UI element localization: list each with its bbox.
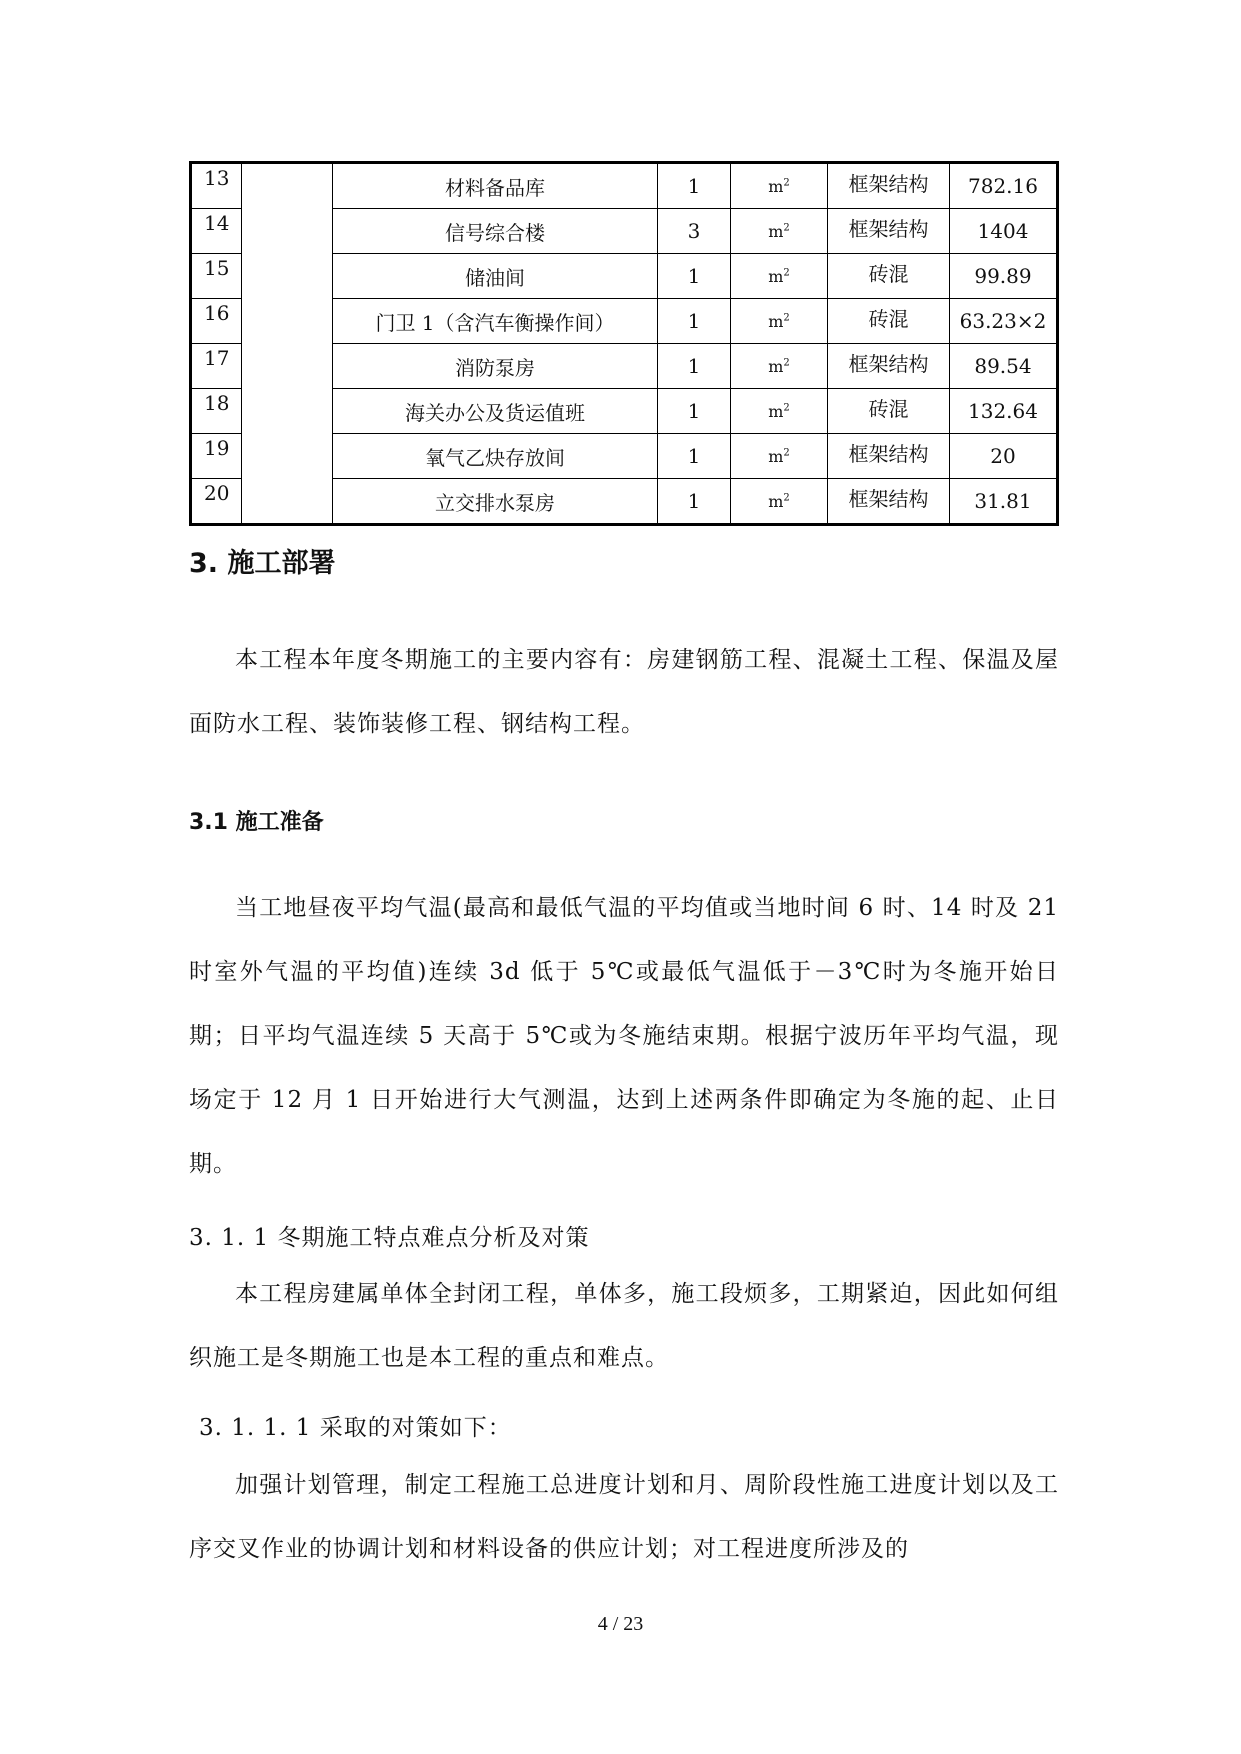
structure-cell: 框架结构 bbox=[828, 479, 950, 525]
structure-cell: 框架结构 bbox=[828, 209, 950, 254]
building-name-cell: 立交排水泵房 bbox=[333, 479, 658, 525]
row-number-cell: 20 bbox=[191, 479, 242, 525]
unit-superscript: 2 bbox=[783, 222, 790, 234]
unit-text: m bbox=[768, 311, 784, 331]
quantity-cell: 1 bbox=[658, 254, 731, 299]
page-number: 4 / 23 bbox=[597, 1613, 644, 1635]
section-3-heading: 3. 施工部署 bbox=[189, 548, 336, 579]
area-cell: 782.16 bbox=[950, 163, 1058, 209]
building-name-cell: 信号综合楼 bbox=[333, 209, 658, 254]
unit-text: m bbox=[768, 401, 784, 421]
unit-cell bbox=[731, 479, 828, 525]
unit-text: m bbox=[768, 176, 784, 196]
unit-text: m bbox=[768, 446, 784, 466]
unit-cell bbox=[731, 209, 828, 254]
row-number-cell: 14 bbox=[191, 209, 242, 254]
area-cell: 31.81 bbox=[950, 479, 1058, 525]
area-cell: 20 bbox=[950, 434, 1058, 479]
quantity-cell: 3 bbox=[658, 209, 731, 254]
quantity-cell: 1 bbox=[658, 299, 731, 344]
area-cell: 63.23×2 bbox=[950, 299, 1058, 344]
table-body bbox=[191, 163, 1058, 525]
section-3-1-1-paragraph: 本工程房建属单体全封闭工程，单体多，施工段烦多，工期紧迫，因此如何组织施工是冬期施工也是本工程的重点和难点。 bbox=[189, 1281, 1059, 1371]
quantity-cell: 1 bbox=[658, 163, 731, 209]
unit-superscript: 2 bbox=[783, 492, 790, 504]
category-cell bbox=[242, 163, 333, 525]
section-3-intro: 本工程本年度冬期施工的主要内容有：房建钢筋工程、混凝土工程、保温及屋面防水工程、装饰装修工程、钢结构工程。 bbox=[189, 647, 1059, 737]
row-number-cell: 19 bbox=[191, 434, 242, 479]
section-3-1-1-heading: 3. 1. 1 冬期施工特点难点分析及对策 bbox=[189, 1225, 590, 1251]
building-name-cell: 海关办公及货运值班 bbox=[333, 389, 658, 434]
building-name-cell: 材料备品库 bbox=[333, 163, 658, 209]
unit-cell bbox=[731, 389, 828, 434]
section-3-1-paragraph: 当工地昼夜平均气温(最高和最低气温的平均值或当地时间 6 时、14 时及 21 时室外气温的平均值)连续 3d 低于 5℃或最低气温低于－3℃时为冬施开始日期；日平均气温连续 5 天高于 5℃或为冬施结束期。根据宁波历年平均气温，现场定于 12 月 1 日开始进行大气测温，达到上述两条件即确定为冬施的起、止日期。 bbox=[189, 895, 1059, 1177]
structure-cell: 框架结构 bbox=[828, 344, 950, 389]
unit-superscript: 2 bbox=[783, 177, 790, 189]
quantity-cell: 1 bbox=[658, 344, 731, 389]
row-number-cell: 13 bbox=[191, 163, 242, 209]
unit-text: m bbox=[768, 266, 784, 286]
unit-text: m bbox=[768, 491, 784, 511]
area-cell: 99.89 bbox=[950, 254, 1058, 299]
area-cell: 89.54 bbox=[950, 344, 1058, 389]
unit-text: m bbox=[768, 356, 784, 376]
unit-cell bbox=[731, 434, 828, 479]
unit-text: m bbox=[768, 221, 784, 241]
building-name-cell: 门卫 1（含汽车衡操作间） bbox=[333, 299, 658, 344]
building-name-cell: 氧气乙炔存放间 bbox=[333, 434, 658, 479]
unit-superscript: 2 bbox=[783, 312, 790, 324]
building-name-cell: 储油间 bbox=[333, 254, 658, 299]
section-3-1-1-1-paragraph: 加强计划管理，制定工程施工总进度计划和月、周阶段性施工进度计划以及工序交叉作业的协调计划和材料设备的供应计划；对工程进度所涉及的 bbox=[189, 1472, 1059, 1562]
unit-cell bbox=[731, 344, 828, 389]
unit-cell bbox=[731, 254, 828, 299]
row-number-cell: 16 bbox=[191, 299, 242, 344]
structure-cell: 框架结构 bbox=[828, 434, 950, 479]
unit-superscript: 2 bbox=[783, 402, 790, 414]
quantity-cell: 1 bbox=[658, 479, 731, 525]
unit-superscript: 2 bbox=[783, 267, 790, 279]
quantity-cell: 1 bbox=[658, 389, 731, 434]
row-number-cell: 17 bbox=[191, 344, 242, 389]
unit-superscript: 2 bbox=[783, 447, 790, 459]
unit-cell bbox=[731, 299, 828, 344]
section-3-1-1-1-heading: 3. 1. 1. 1 采取的对策如下： bbox=[199, 1415, 512, 1441]
building-name-cell: 消防泵房 bbox=[333, 344, 658, 389]
structure-cell: 框架结构 bbox=[828, 163, 950, 209]
structure-cell: 砖混 bbox=[828, 254, 950, 299]
quantity-cell: 1 bbox=[658, 434, 731, 479]
row-number-cell: 15 bbox=[191, 254, 242, 299]
building-table bbox=[189, 161, 1059, 526]
table-row bbox=[191, 163, 1058, 209]
area-cell: 1404 bbox=[950, 209, 1058, 254]
section-3-1-heading: 3.1 施工准备 bbox=[189, 810, 324, 835]
row-number-cell: 18 bbox=[191, 389, 242, 434]
area-cell: 132.64 bbox=[950, 389, 1058, 434]
unit-cell bbox=[731, 163, 828, 209]
structure-cell: 砖混 bbox=[828, 389, 950, 434]
structure-cell: 砖混 bbox=[828, 299, 950, 344]
unit-superscript: 2 bbox=[783, 357, 790, 369]
